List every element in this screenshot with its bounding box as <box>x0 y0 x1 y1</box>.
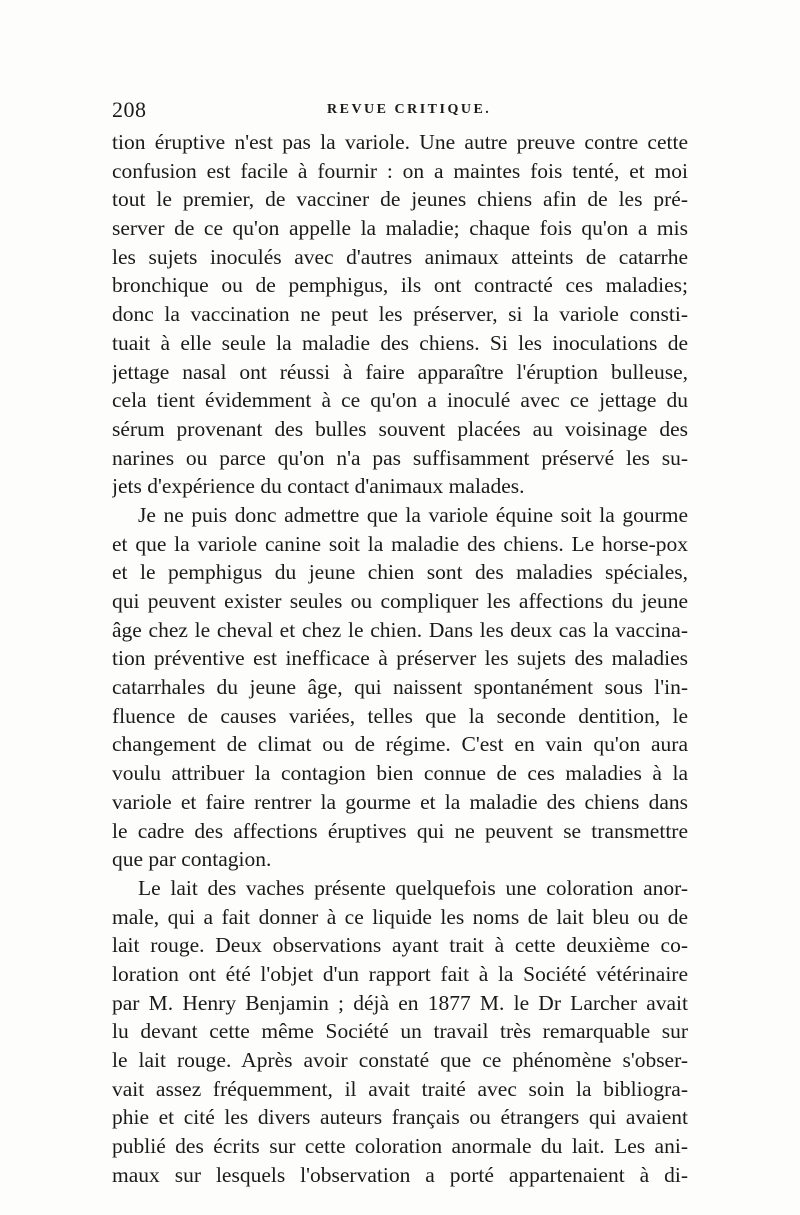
text-line: Le lait des vaches présente quelquefois une coloration anor- <box>138 875 688 900</box>
text-line: loration ont été l'objet d'un rapport fait à la Société vétérinaire <box>112 961 688 986</box>
text-line: et que la variole canine soit la maladie des chiens. Le horse-pox <box>112 531 688 556</box>
text-line: narines ou parce qu'on n'a pas suffisamment préservé les su- <box>112 445 688 470</box>
text-line: tout le premier, de vacciner de jeunes chiens afin de les pré- <box>112 187 688 212</box>
text-line: par M. Henry Benjamin ; déjà en 1877 M. le Dr Larcher avait <box>112 990 688 1015</box>
text-line: le lait rouge. Après avoir constaté que ce phénomène s'obser- <box>112 1048 688 1072</box>
text-line: publié des écrits sur cette coloration anormale du lait. Les ani- <box>112 1134 688 1159</box>
text-line: lait rouge. Deux observations ayant trait à cette deuxième co- <box>112 933 688 958</box>
text-line: sérum provenant des bulles souvent placées au voisinage des <box>112 416 688 441</box>
text-line: phie et cité les divers auteurs français ou étrangers qui avaient <box>112 1105 688 1130</box>
page-number: 208 <box>112 97 147 122</box>
body-text <box>112 128 688 1189</box>
text-line: maux sur lesquels l'observation a porté appartenaient à di- <box>112 1162 688 1187</box>
text-line: tuait à elle seule la maladie des chiens. Si les inoculations de <box>112 330 688 355</box>
text-line: server de ce qu'on appelle la maladie; chaque fois qu'on a mis <box>112 216 688 241</box>
text-line: qui peuvent exister seules ou compliquer les affections du jeune <box>112 589 688 613</box>
text-line: voulu attribuer la contagion bien connue de ces maladies à la <box>112 761 688 786</box>
text-line: les sujets inoculés avec d'autres animaux atteints de catarrhe <box>112 244 688 269</box>
text-line: changement de climat ou de régime. C'est en vain qu'on aura <box>112 732 688 757</box>
running-title: REVUE CRITIQUE. <box>327 102 492 117</box>
text-line: male, qui a fait donner à ce liquide les noms de lait bleu ou de <box>112 904 688 929</box>
text-line: donc la vaccination ne peut les préserver, si la variole consti- <box>112 302 688 327</box>
text-line: cela tient évidemment à ce qu'on a inoculé avec ce jettage du <box>112 388 688 413</box>
text-line: tion préventive est inefficace à préserver les sujets des maladies <box>112 646 688 671</box>
text-line: Je ne puis donc admettre que la variole équine soit la gourme <box>138 502 688 527</box>
text-line: catarrhales du jeune âge, qui naissent spontanément sous l'in- <box>112 675 688 700</box>
text-line: âge chez le cheval et chez le chien. Dans les deux cas la vaccina- <box>112 617 688 642</box>
page-header <box>112 96 692 124</box>
text-line: confusion est facile à fournir : on a maintes fois tenté, et moi <box>112 158 688 183</box>
text-line: bronchique ou de pemphigus, ils ont contracté ces maladies; <box>112 273 688 298</box>
text-line: tion éruptive n'est pas la variole. Une autre preuve contre cette <box>112 130 688 154</box>
text-line: lu devant cette même Société un travail très remarquable sur <box>112 1019 688 1044</box>
text-line: variole et faire rentrer la gourme et la maladie des chiens dans <box>112 789 688 814</box>
text-line: vait assez fréquemment, il avait traité avec soin la bibliogra- <box>112 1076 688 1101</box>
text-line: jets d'expérience du contact d'animaux malades. <box>112 474 525 499</box>
text-line: fluence de causes variées, telles que la seconde dentition, le <box>112 703 688 728</box>
text-line: et le pemphigus du jeune chien sont des maladies spéciales, <box>112 560 688 585</box>
text-line: le cadre des affections éruptives qui ne peuvent se transmettre <box>112 818 688 843</box>
text-line: jettage nasal ont réussi à faire apparaître l'éruption bulleuse, <box>112 359 688 384</box>
text-line: que par contagion. <box>112 847 272 872</box>
